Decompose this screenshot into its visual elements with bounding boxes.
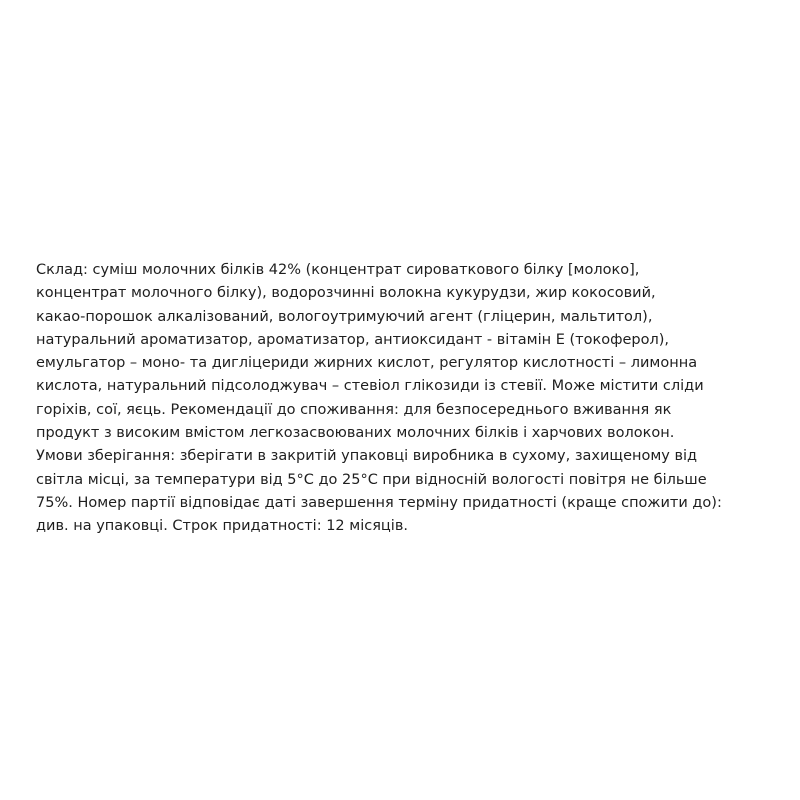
text-line: 75%. Номер партії відповідає даті завершення терміну придатності (краще спожити до): — [36, 494, 722, 511]
text-line: емульгатор – моно- та дигліцериди жирних кислот, регулятор кислотності – лимонна — [36, 355, 698, 372]
text-line: какао-порошок алкалізований, вологоутримуючий агент (гліцерин, мальтитол), — [36, 308, 653, 325]
text-line: див. на упаковці. Строк придатності: 12 місяців. — [36, 518, 408, 535]
text-line: натуральний ароматизатор, ароматизатор, антиоксидант - вітамін Е (токоферол), — [36, 331, 670, 348]
text-line: світла місці, за температури від 5°С до 25°С при відносній вологості повітря не більше — [36, 471, 707, 488]
product-description — [36, 259, 776, 539]
text-line: Умови зберігання: зберігати в закритій упаковці виробника в сухому, захищеному від — [36, 448, 698, 465]
text-line: продукт з високим вмістом легкозасвоюваних молочних білків і харчових волокон. — [36, 425, 675, 442]
text-line: концентрат молочного білку), водорозчинні волокна кукурудзи, жир кокосовий, — [36, 285, 656, 302]
text-line: горіхів, сої, яєць. Рекомендації до споживання: для безпосереднього вживання як — [36, 401, 672, 418]
text-line: Склад: суміш молочних білків 42% (концентрат сироваткового білку [молоко], — [36, 262, 640, 278]
text-line: кислота, натуральний підсолоджувач – стевіол глікозиди із стевії. Може містити сліди — [36, 378, 704, 395]
